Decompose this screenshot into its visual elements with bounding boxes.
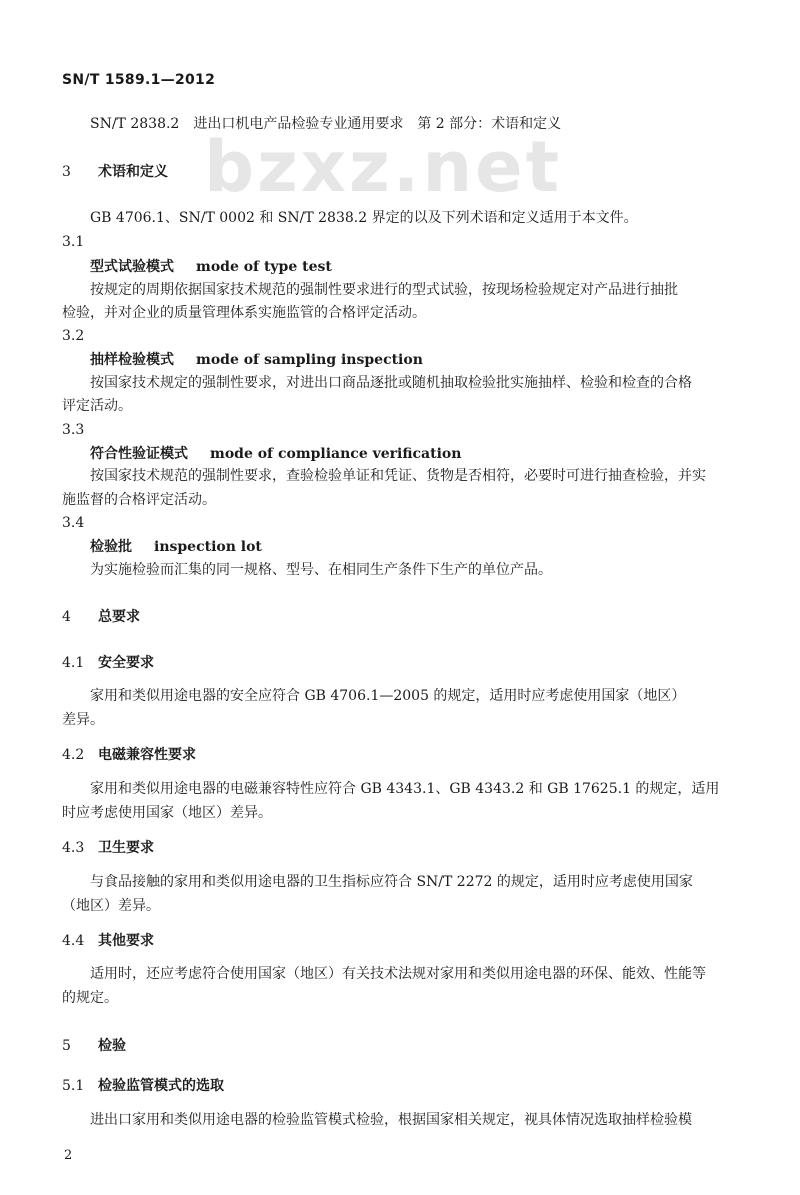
term-en: mode of compliance verification — [210, 446, 462, 462]
section-4-3-line2: （地区）差异。 — [62, 898, 160, 914]
section-number: 4.4 — [62, 933, 85, 949]
term-3-3-number: 3.3 — [62, 422, 85, 438]
term-3-2-def-line1: 按国家技术规定的强制性要求，对进出口商品逐批或随机抽取检验批实施抽样、检验和检查的合格 — [90, 375, 692, 391]
term-3-4-number: 3.4 — [62, 515, 85, 531]
term-3-4-def-line1: 为实施检验而汇集的同一规格、型号、在相同生产条件下生产的单位产品。 — [90, 562, 552, 578]
section-title: 其他要求 — [98, 933, 154, 949]
section-title: 电磁兼容性要求 — [98, 747, 196, 763]
section-4-1-heading — [62, 652, 154, 672]
section-4-4-line2: 的规定。 — [62, 990, 118, 1006]
section-5-heading — [62, 1035, 126, 1055]
section-4-2-line2: 时应考虑使用国家（地区）差异。 — [62, 805, 272, 821]
section-4-4-line1: 适用时，还应考虑符合使用国家（地区）有关技术法规对家用和类似用途电器的环保、能效、性能等 — [90, 966, 706, 982]
section-4-3-heading — [62, 837, 154, 857]
reference-line: SN/T 2838.2 进出口机电产品检验专业通用要求 第 2 部分：术语和定义 — [90, 116, 562, 132]
term-cn: 抽样检验模式 — [90, 352, 174, 368]
section-title: 安全要求 — [98, 655, 154, 671]
term-3-1-title — [90, 256, 332, 276]
section-number: 4.3 — [62, 840, 85, 856]
section-4-2-heading — [62, 744, 196, 764]
term-3-1-def-line2: 检验，并对企业的质量管理体系实施监管的合格评定活动。 — [62, 305, 426, 321]
term-cn: 符合性验证模式 — [90, 446, 188, 462]
term-en: inspection lot — [154, 539, 262, 555]
section-5-1-heading — [62, 1075, 224, 1095]
section-4-1-line1: 家用和类似用途电器的安全应符合 GB 4706.1—2005 的规定，适用时应考虑使用国家（地区） — [90, 688, 686, 704]
section-3-heading — [62, 161, 168, 181]
section-title: 总要求 — [98, 609, 140, 625]
term-3-1-number: 3.1 — [62, 234, 85, 250]
section-4-2-line1: 家用和类似用途电器的电磁兼容特性应符合 GB 4343.1、GB 4343.2 和 GB 17625.1 的规定，适用 — [90, 781, 720, 797]
section-number: 5 — [62, 1038, 71, 1054]
section-3-intro: GB 4706.1、SN/T 0002 和 SN/T 2838.2 界定的以及下列术语和定义适用于本文件。 — [90, 210, 638, 226]
term-cn: 检验批 — [90, 539, 132, 555]
watermark: bzxz.net — [204, 126, 563, 208]
term-3-3-def-line1: 按国家技术规范的强制性要求，查验检验单证和凭证、货物是否相符，必要时可进行抽查检验，并实 — [90, 468, 706, 484]
term-3-2-def-line2: 评定活动。 — [62, 398, 132, 414]
section-number: 3 — [62, 164, 71, 180]
term-3-2-number: 3.2 — [62, 328, 85, 344]
section-title: 卫生要求 — [98, 840, 154, 856]
section-title: 检验监管模式的选取 — [98, 1078, 224, 1094]
section-title: 术语和定义 — [98, 164, 168, 180]
section-5-1-line1: 进出口家用和类似用途电器的检验监管模式检验，根据国家相关规定，视具体情况选取抽样检验模 — [90, 1112, 692, 1128]
doc-number: SN/T 1589.1—2012 — [62, 72, 216, 88]
section-number: 4.1 — [62, 655, 85, 671]
section-number: 4 — [62, 609, 71, 625]
section-number: 5.1 — [62, 1078, 85, 1094]
section-title: 检验 — [98, 1038, 126, 1054]
term-en: mode of sampling inspection — [196, 352, 423, 368]
section-number: 4.2 — [62, 747, 85, 763]
section-4-heading — [62, 606, 140, 626]
page-number: 2 — [64, 1148, 73, 1163]
term-en: mode of type test — [196, 259, 332, 275]
section-4-3-line1: 与食品接触的家用和类似用途电器的卫生指标应符合 SN/T 2272 的规定，适用时应考虑使用国家 — [90, 874, 693, 890]
term-cn: 型式试验模式 — [90, 259, 174, 275]
term-3-3-def-line2: 施监督的合格评定活动。 — [62, 492, 216, 508]
term-3-4-title — [90, 536, 262, 556]
term-3-3-title — [90, 443, 461, 463]
section-4-4-heading — [62, 930, 154, 950]
term-3-1-def-line1: 按规定的周期依据国家技术规范的强制性要求进行的型式试验，按现场检验规定对产品进行抽批 — [90, 282, 678, 298]
term-3-2-title — [90, 349, 423, 369]
section-4-1-line2: 差异。 — [62, 712, 104, 728]
